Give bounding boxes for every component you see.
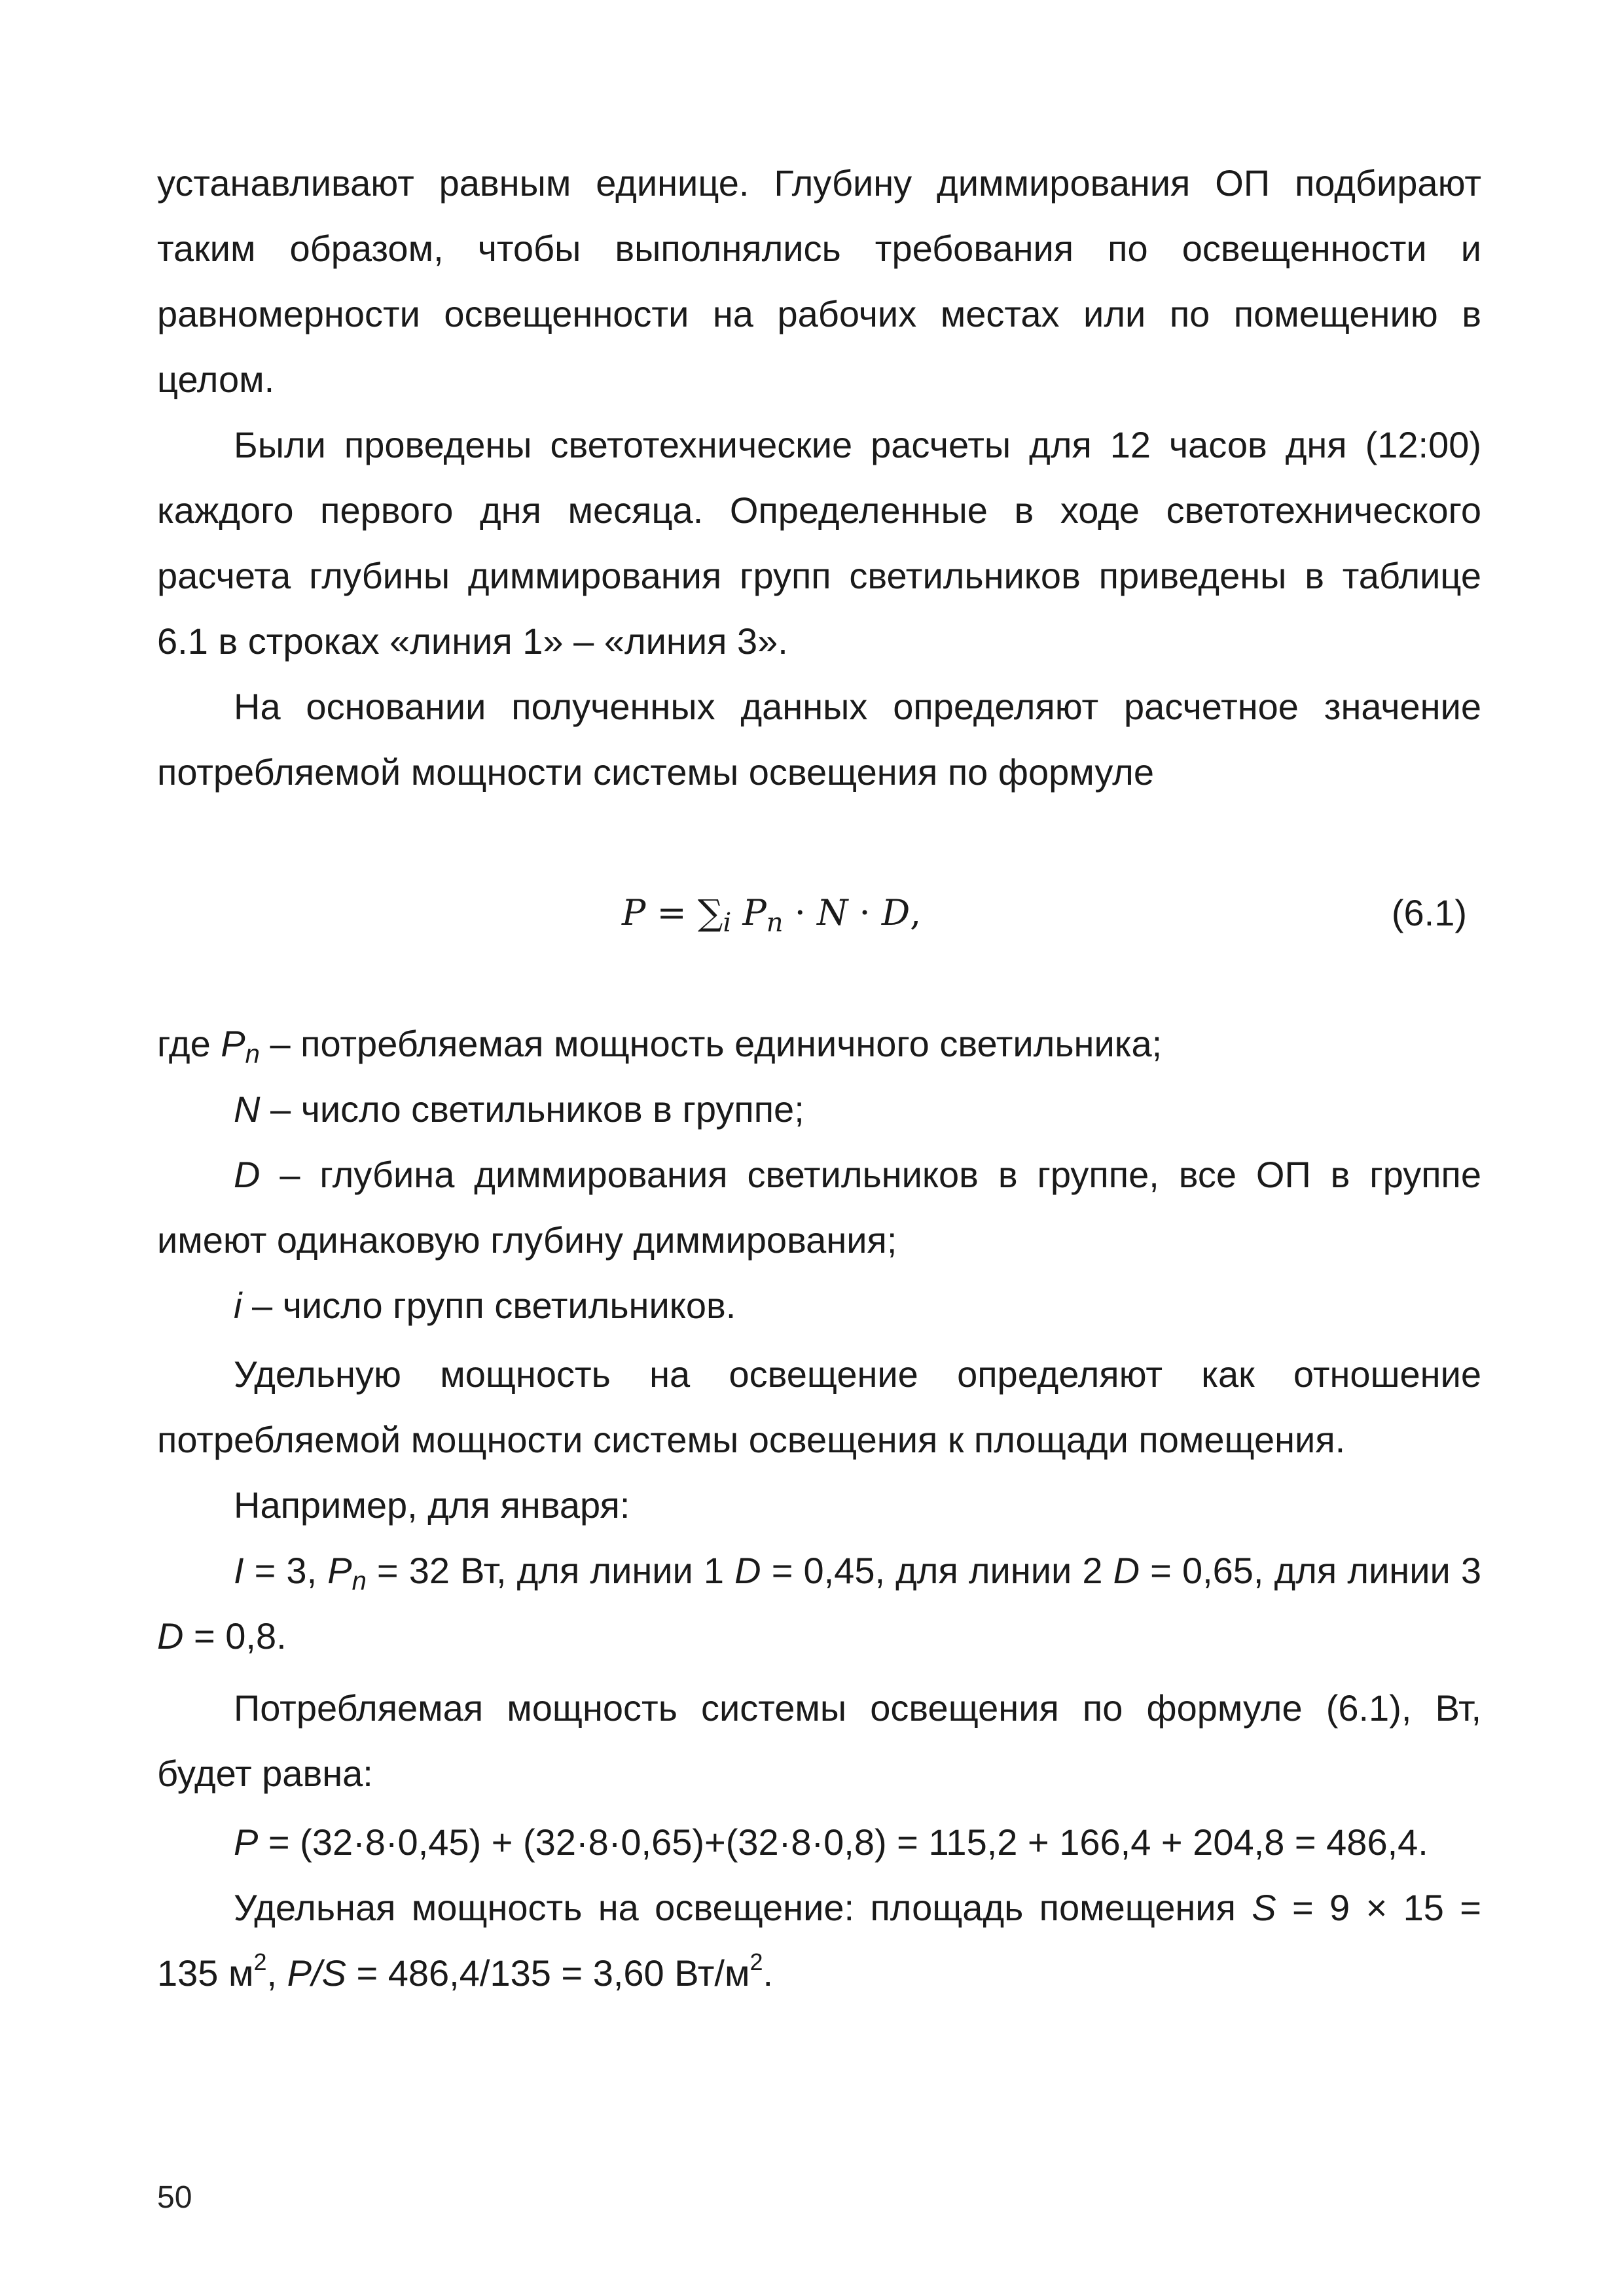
paragraph-lighting-calculations: Были проведены светотехнические расчеты для 12 часов дня (12:00) каждого первого дня месяца. Определенные в ходе светотехнического расчета глубины диммирования групп светильников приведены в таблице 6.1 в строках «линия 1» – «линия 3». [157,424,1481,662]
where-pn-definition: где $P_n$ – потребляемая мощность единичного светильника; [157,1023,1163,1069]
paragraph-specific-power-result: Удельная мощность на освещение: площадь помещения S = 9 × 15 = 135 $м^2$, P/S = 486,4/135 = 3,60 $Вт/м^2$. [157,1887,1481,1994]
calculation-line: P = (32·8·0,45) + (32·8·0,65)+(32·8·0,8) = 115,2 + 166,4 + 204,8 = 486,4. [234,1821,1428,1863]
document-page [157,0,1481,2296]
where-n-definition: N – число светильников в группе; [234,1088,804,1130]
paragraph-example-january: Например, для января: [234,1484,630,1526]
formula-expression: $P = \sum_i$ $P_n \cdot N \cdot D$, [622,892,922,938]
formula-number: (6.1) [1391,892,1467,933]
paragraph-consumed-power: Потребляемая мощность системы освещения по формуле (6.1), Вт, будет равна: [157,1687,1481,1794]
paragraph-formula-intro: На основании полученных данных определяют расчетное значение потребляемой мощности системы освещения по формуле [157,686,1481,793]
page-number: 50 [157,2180,192,2215]
paragraph-dimming-depth: устанавливают равным единице. Глубину диммирования ОП подбирают таким образом, чтобы выполнялись требования по освещенности и равномерности освещенности на рабочих местах или по помещению в целом. [157,162,1481,400]
paragraph-specific-power: Удельную мощность на освещение определяют как отношение потребляемой мощности системы освещения к площади помещения. [157,1354,1481,1460]
paragraph-example-values: I = 3, $P_n = 32$ Вт, для линии 1 D = 0,45, для линии 2 D = 0,65, для линии 3 D = 0,8. [157,1550,1482,1657]
where-i-definition: i – число групп светильников. [234,1285,736,1326]
where-d-definition: D – глубина диммирования светильников в группе, все ОП в группе имеют одинаковую глубину диммирования; [157,1154,1481,1261]
formula-6-1 [157,880,1481,946]
